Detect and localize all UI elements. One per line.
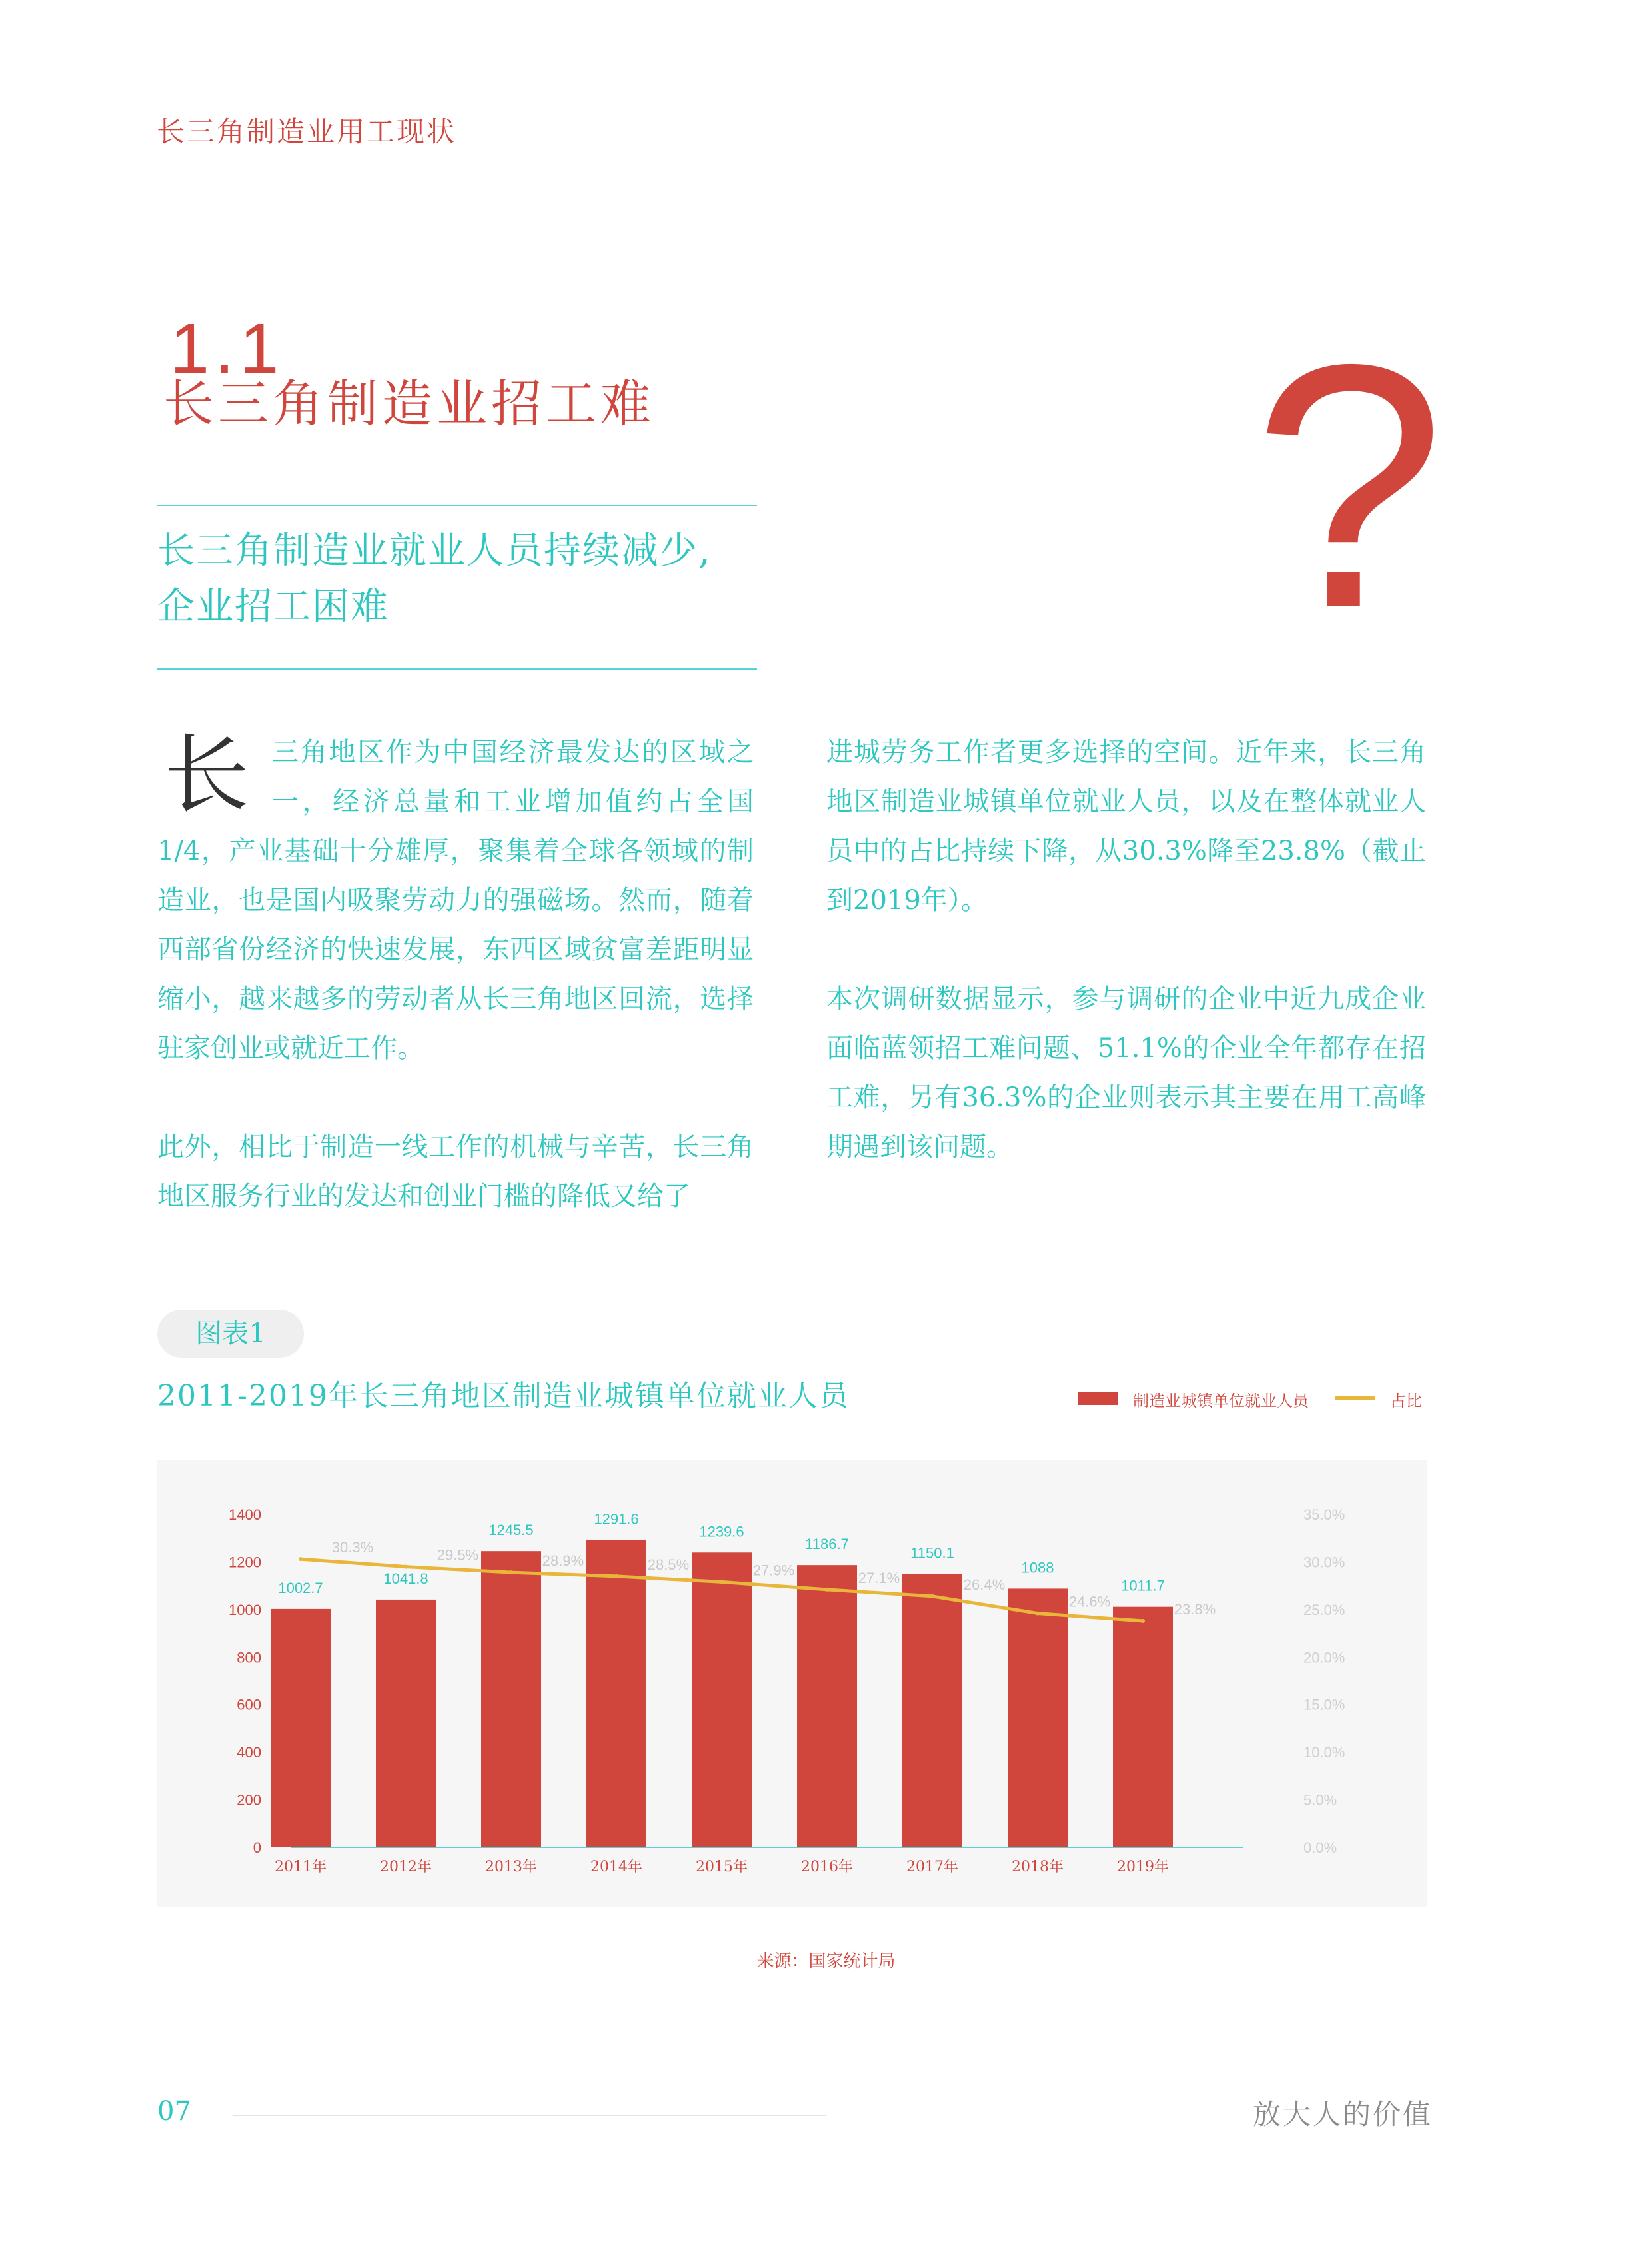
bar-data-label: 1002.7 [278, 1579, 323, 1596]
bar [797, 1565, 857, 1847]
subtitle-line-2: 企业招工困难 [157, 585, 389, 628]
drop-cap: 长 [164, 726, 250, 825]
subtitle-line-1: 长三角制造业就业人员持续减少, [157, 529, 712, 572]
paragraph-4: 本次调研数据显示，参与调研的企业中近九成企业面临蓝领招工难问题、51.1%的企业全年都存在招工难，另有36.3%的企业则表示其主要在用工高峰期遇到该问题。 [826, 984, 1426, 1162]
y-left-tick-label: 600 [237, 1696, 261, 1713]
y-right-tick-label: 15.0% [1303, 1696, 1345, 1713]
share-point [1141, 1619, 1145, 1623]
section-title: 长三角制造业招工难 [163, 374, 655, 433]
chart-label-pill: 图表1 [157, 1310, 304, 1358]
legend-line-swatch [1335, 1396, 1375, 1400]
share-point [299, 1557, 303, 1561]
body-column-left [157, 728, 754, 1221]
x-tick-label: 2014年 [590, 1859, 642, 1875]
bar [481, 1551, 541, 1847]
x-tick-label: 2015年 [696, 1859, 748, 1875]
paragraph-1: 三角地区作为中国经济最发达的区域之一，经济总量和工业增加值约占全国1/4，产业基础十分雄厚，聚集着全球各领域的制造业，也是国内吸聚劳动力的强磁场。然而，随着西部省份经济的快速发展，东西区域贫富差距明显缩小，越来越多的劳动者从长三角地区回流，选择驻家创业或就近工作。 [157, 737, 754, 1064]
x-tick-label: 2019年 [1117, 1859, 1169, 1875]
y-right-tick-label: 20.0% [1303, 1649, 1345, 1666]
y-left-tick-label: 1400 [229, 1506, 261, 1523]
x-tick-label: 2017年 [906, 1859, 958, 1875]
bar [376, 1600, 436, 1847]
bar [271, 1609, 331, 1847]
share-point [404, 1565, 408, 1569]
bar [1008, 1588, 1068, 1847]
page-number: 07 [157, 2096, 191, 2127]
y-left-tick-label: 400 [237, 1744, 261, 1761]
bar [902, 1574, 962, 1847]
question-mark-decoration: ? [1253, 293, 1446, 680]
y-left-tick-label: 0 [253, 1839, 261, 1856]
bar-data-label: 1041.8 [383, 1570, 428, 1587]
share-point [1036, 1612, 1040, 1616]
x-tick-label: 2016年 [801, 1859, 853, 1875]
bar [586, 1540, 646, 1847]
y-right-tick-label: 5.0% [1303, 1791, 1337, 1809]
share-data-label: 28.9% [542, 1552, 584, 1570]
y-right-tick-label: 0.0% [1303, 1839, 1337, 1856]
subtitle-bottom-rule [157, 668, 757, 670]
share-point [509, 1570, 513, 1574]
body-column-right [826, 728, 1426, 1172]
running-header: 长三角制造业用工现状 [157, 115, 457, 148]
y-left-tick-label: 200 [237, 1791, 261, 1809]
bar-data-label: 1150.1 [910, 1544, 954, 1562]
y-left-tick-label: 1200 [229, 1554, 261, 1571]
legend-bar-swatch [1078, 1392, 1118, 1405]
bar [1113, 1607, 1173, 1847]
share-data-label: 30.3% [331, 1539, 374, 1556]
subtitle-top-rule [157, 505, 757, 506]
bar-data-label: 1291.6 [594, 1510, 639, 1528]
bar-data-label: 1011.7 [1121, 1577, 1165, 1594]
share-data-label: 27.1% [858, 1569, 900, 1586]
y-left-tick-label: 800 [237, 1649, 261, 1666]
employment-chart [157, 1460, 1427, 1907]
footer-rule [233, 2115, 826, 2116]
bar [692, 1552, 752, 1847]
share-data-label: 24.6% [1068, 1593, 1111, 1610]
legend-bar-label: 制造业城镇单位就业人员 [1133, 1392, 1309, 1410]
y-right-tick-label: 10.0% [1303, 1744, 1345, 1761]
subtitle [157, 523, 757, 635]
x-tick-label: 2011年 [275, 1859, 327, 1875]
x-tick-label: 2013年 [485, 1859, 537, 1875]
legend-line-label: 占比 [1390, 1392, 1422, 1410]
share-point [614, 1574, 618, 1578]
chart-source: 来源：国家统计局 [756, 1951, 896, 1971]
x-tick-label: 2018年 [1012, 1859, 1064, 1875]
share-point [930, 1594, 934, 1598]
y-right-tick-label: 35.0% [1303, 1506, 1345, 1523]
y-left-tick-label: 1000 [229, 1601, 261, 1618]
share-point [825, 1588, 829, 1592]
y-right-tick-label: 25.0% [1303, 1601, 1345, 1618]
paragraph-3: 进城劳务工作者更多选择的空间。近年来，长三角地区制造业城镇单位就业人员，以及在整体就业人员中的占比持续下降，从30.3%降至23.8%（截止到2019年）。 [826, 737, 1426, 916]
bar-data-label: 1239.6 [699, 1523, 744, 1540]
footer-slogan: 放大人的价值 [1253, 2098, 1433, 2131]
bar-data-label: 1088 [1021, 1559, 1054, 1576]
chart-title: 2011-2019年长三角地区制造业城镇单位就业人员 [157, 1379, 850, 1413]
x-tick-label: 2012年 [380, 1859, 432, 1875]
share-data-label: 27.9% [752, 1562, 795, 1579]
share-point [720, 1580, 724, 1584]
bar-data-label: 1245.5 [488, 1522, 534, 1539]
share-data-label: 28.5% [647, 1556, 690, 1573]
bar-data-label: 1186.7 [805, 1536, 849, 1553]
share-data-label: 23.8% [1174, 1601, 1216, 1618]
section-number: 1.1 [170, 309, 285, 388]
y-right-tick-label: 30.0% [1303, 1554, 1345, 1571]
paragraph-2: 此外，相比于制造一线工作的机械与辛苦，长三角地区服务行业的发达和创业门槛的降低又给了 [157, 1132, 754, 1212]
share-data-label: 26.4% [963, 1576, 1006, 1593]
share-data-label: 29.5% [436, 1546, 479, 1564]
